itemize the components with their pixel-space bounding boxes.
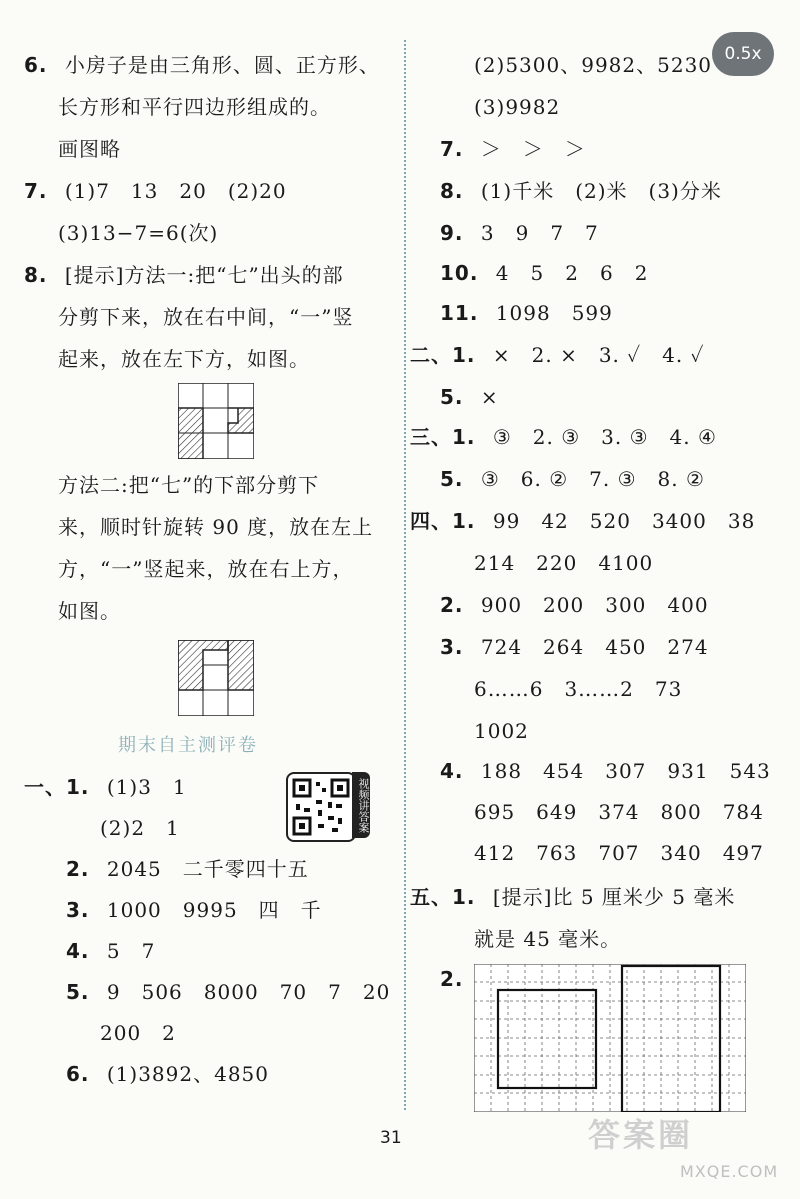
left-line-6: 8. [提示]方法一:把“七”出头的部: [24, 263, 344, 287]
left-line-9: 方法二:把“七”的下部分剪下: [58, 473, 320, 497]
right-line-20: 412 763 707 340 497: [474, 841, 764, 865]
right-line-14: 2. 900 200 300 400: [440, 593, 709, 617]
left-line-5: (3)13−7=6(次): [58, 221, 219, 245]
answer-1: 一、1. (1)3 1: [24, 775, 187, 799]
left-line-8: 起来，放在左下方，如图。: [58, 347, 310, 371]
column-divider: [404, 40, 406, 1110]
right-line-6: 10. 4 5 2 6 2: [440, 261, 649, 285]
right-line-19: 695 649 374 800 784: [474, 800, 764, 824]
watermark-url: MXQE.COM: [680, 1162, 779, 1181]
right-line-21: 五、1. [提示]比 5 厘米少 5 毫米: [410, 885, 736, 909]
right-line-2: (3)9982: [474, 95, 561, 119]
right-line-4: 8. (1)千米 (2)米 (3)分米: [440, 179, 722, 203]
right-line-7: 11. 1098 599: [440, 301, 613, 325]
left-line-7: 分剪下来，放在右中间，“一”竖: [58, 305, 354, 329]
left-line-12: 如图。: [58, 599, 121, 623]
method-one-figure: [178, 383, 254, 459]
left-line-3: 画图略: [58, 137, 121, 161]
left-line-1: 6. 小房子是由三角形、圆、正方形、: [24, 53, 380, 77]
right-line-9: 5. ×: [440, 385, 499, 409]
watermark-logo: 答案圈: [588, 1116, 694, 1154]
right-line-8: 二、1. × 2. × 3. ✓ 4. ✓: [410, 343, 705, 367]
right-line-5: 9. 3 9 7 7: [440, 221, 599, 245]
answer-2: 2. 2045 二千零四十五: [66, 857, 309, 881]
page-number: 31: [380, 1128, 402, 1148]
rectangle-grid-figure: [474, 964, 746, 1112]
right-line-15: 3. 724 264 450 274: [440, 635, 709, 659]
qr-video-label: 视频讲答案: [352, 772, 370, 838]
answer-6: 6. (1)3892、4850: [66, 1062, 270, 1086]
right-line-17: 1002: [474, 719, 529, 743]
answer-4: 4. 5 7: [66, 939, 156, 963]
right-line-11: 5. ③ 6. ② 7. ③ 8. ②: [440, 467, 705, 491]
playback-speed-button[interactable]: [712, 32, 774, 76]
right-line-16: 6……6 3……2 73: [474, 677, 683, 701]
right-line-22: 就是 45 毫米。: [474, 927, 622, 951]
answer-3: 3. 1000 9995 四 千: [66, 898, 322, 922]
speed-label: 0.5x: [724, 44, 762, 64]
left-line-10: 来，顺时针旋转 90 度，放在左上: [58, 515, 374, 539]
qr-code-icon[interactable]: [286, 772, 356, 842]
method-two-figure: [178, 640, 254, 716]
left-line-2: 长方形和平行四边形组成的。: [58, 95, 331, 119]
answer-5: 5. 9 506 8000 70 7 20: [66, 980, 391, 1004]
right-line-13: 214 220 4100: [474, 551, 654, 575]
right-line-12: 四、1. 99 42 520 3400 38: [410, 509, 756, 533]
left-line-4: 7. (1)7 13 20 (2)20: [24, 179, 287, 203]
right-line-23: 2.: [440, 967, 464, 991]
right-line-3: 7. ＞ ＞ ＞: [440, 137, 586, 161]
right-line-18: 4. 188 454 307 931 543: [440, 759, 771, 783]
left-line-11: 方，“一”竖起来，放在右上方，: [58, 557, 354, 581]
answer-1-2: (2)2 1: [100, 816, 180, 840]
answer-5-2: 200 2: [100, 1021, 176, 1045]
section-title: 期末自主测评卷: [118, 735, 258, 756]
right-line-10: 三、1. ③ 2. ③ 3. ③ 4. ④: [410, 425, 717, 449]
right-line-1: (2)5300、9982、5230: [474, 53, 713, 77]
